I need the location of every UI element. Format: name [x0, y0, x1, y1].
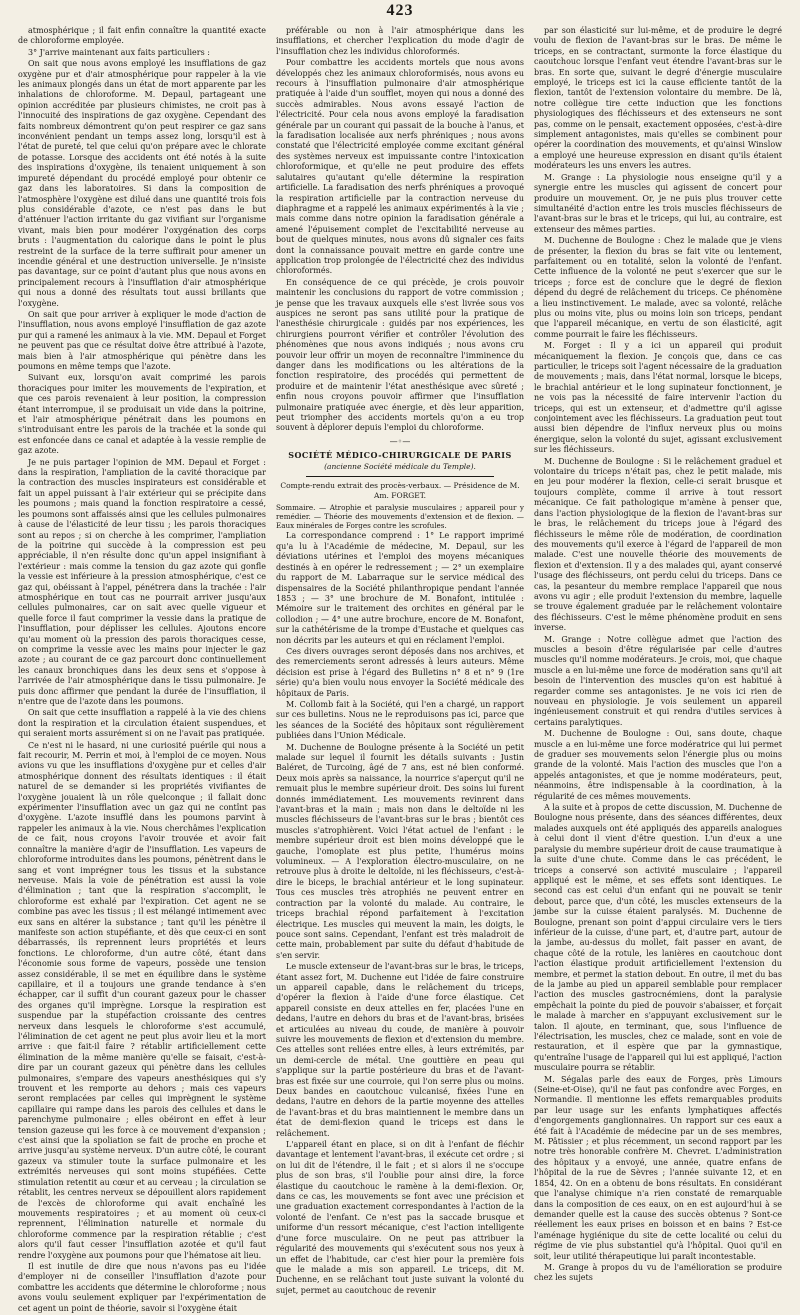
column-left — [18, 26, 266, 1315]
summary: Sommaire. — Atrophie et paralysie musculaires ; appareil pour y remédier. — Théorie des mouvements d'extension et de flexion. — Eaux minérales de Forges contre les scrofules. — [276, 502, 524, 531]
paragraph: Ces divers ouvrages seront déposés dans nos archives, et des remerciements seront adressés à leurs auteurs. Même décision est prise à l'égard des Bulletins n° 8 et n° 9 (1re série) qu'a bien voulu nous envoyer la Société médicale des hôpitaux de Paris. — [276, 646, 524, 698]
column-middle — [276, 26, 524, 1315]
paragraph: M. Duchenne de Boulogne : Oui, sans doute, chaque muscle a en lui-même une force modératrice qui lui permet de graduer ses mouvements selon l'énergie plus ou moins grande de la volonté. Mais l'action des muscles que l'on a appelés antagonistes, et que je nomme modérateurs, peut, néanmoins, être indispensable à la coordination, à la régularité de ces mêmes mouvements. — [534, 729, 782, 801]
paragraph: A la suite et à propos de cette discussion, M. Duchenne de Boulogne nous présente, dans des séances différentes, deux malades auxquels ont été appliqués des appareils analogues à celui dont il vient d'être question. L'un d'eux a une paralysie du membre supérieur droit de cause traumatique à la suite d'une chute. Comme dans le cas précédent, le triceps a conservé son activité musculaire ; l'appareil appliqué est le même, et ses effets sont identiques. Le second cas est celui d'un enfant qui ne pouvait se tenir debout, parce que, d'un côté, les muscles extenseurs de la jambe sur la cuisse étaient paralysés. M. Duchenne de Boulogne, prenant son point d'appui circulaire vers le tiers inférieur de la cuisse, d'une part, et, d'autre part, autour de la jambe, au-dessus du mollet, fait passer en avant, de chaque côté de la rotule, les lanières en caoutchouc dont l'action élastique produit artificiellement l'extension du membre, et permet la station debout. En outre, il met du bas de la jambe au pied un appareil semblable pour remplacer l'action des muscles gastrocnémiens, dont la paralysie empêchait la pointe du pied de pouvoir s'abaisser, et forçait le malade à marcher en s'appuyant exclusivement sur le talon. Il ajoute, en terminant, que, sous l'influence de l'électrisation, les muscles, chez ce malade, sont en voie de restauration, et il espère que par la gymnastique, qu'entraîne l'usage de l'appareil qui lui est appliqué, l'action musculaire pourra se rétablir. — [534, 803, 782, 1073]
paragraph: M. Duchenne de Boulogne : Si le relâchement graduel et volontaire du triceps n'était pas, chez le petit malade, mis en jeu pour modérer la flexion, celle-ci serait brusque et toujours complète, comme il arrive à tout ressort mécanique. Ce fait pathologique m'amène à penser que, dans l'action physiologique de la flexion de l'avant-bras sur le bras, le relâchement du triceps joue à l'égard des fléchisseurs le même rôle de modération, de coordination des mouvements qu'il exerce à l'égard de l'appareil de mon malade. C'est une nouvelle théorie des mouvements de flexion et d'extension. Il y a des malades qui, ayant conservé l'usage des fléchisseurs, ont perdu celui du triceps. Dans ce cas, la pesanteur du membre remplace l'appareil que nous avons vu agir ; elle produit l'extension du membre, laquelle se trouve également graduée par le relâchement volontaire des fléchisseurs. C'est le même phénomène produit en sens inverse. — [534, 456, 782, 633]
text-columns — [18, 26, 782, 1313]
page-number: 423 — [386, 2, 414, 19]
paragraph: M. Ségalas parle des eaux de Forges, près Limours (Seine-et-Oise), qu'il ne faut pas confondre avec Forges, en Normandie. Il mentionne les effets remarquables produits par leur usage sur les enfants lymphatiques affectés d'engorgements ganglionnaires. Un rapport sur ces eaux a été fait à l'Académie de médecine par un de ses membres, M. Pâtissier ; et plus récemment, un second rapport par les notre très honorable confrère M. Chevret. L'administration des hôpitaux y a envoyé, une année, quatre enfans de l'hôpital de la rue de Sèvres ; l'année suivante 12, et en 1854, 42. On en a obtenu de bons résultats. En considérant que l'analyse chimique n'a rien constaté de remarquable dans la composition de ces eaux, on en est aujourd'hui à se demander quelle est la cause des succès obtenus ? Sont-ce réellement les eaux prises en boisson et en bains ? Est-ce l'aménage hygiénique du site de cette localité ou celui du régime de vie plus substantiel qu'à l'hôpital. Quoi qu'il en soit, leur utilité thérapeutique lui paraît incontestable. — [534, 1074, 782, 1261]
divider — [306, 476, 494, 477]
paragraph: L'appareil étant en place, si on dit à l'enfant de fléchir davantage et lentement l'avant-bras, il exécute cet ordre ; si on lui dit de l'étendre, il le fait ; et si alors il ne s'occupe plus de son bras, s'il l'oublie pour ainsi dire, la force élastique du caoutchouc le ramène à la demi-flexion. Or, dans ce cas, les mouvements se font avec une précision et une graduation exactement correspondantes à l'action de la volonté de l'enfant. Ce n'est pas la saccade brusque et uniforme d'un ressort mécanique, c'est l'action intelligente d'une force musculaire. On ne peut pas attribuer la régularité des mouvements qui s'exécutent sous nos yeux à un effet de l'habitude, car c'est hier pour la première fois que le malade a mis son appareil. Le triceps, dit M. Duchenne, en se relâchant tout juste suivant la volonté du sujet, permet au caoutchouc de revenir — [276, 1140, 524, 1295]
paragraph: M. Forget : Il y a ici un appareil qui produit mécaniquement la flexion. Je conçois que, dans ce cas particulier, le triceps soit l'agent nécessaire de la graduation de mouvements ; mais, dans l'état normal, lorsque le biceps, le brachial antérieur et le long supinateur fonctionnent, je ne vois pas la nécessité de faire intervenir l'action du triceps, qui est un extenseur, et d'admettre qu'il agisse conjointement avec les fléchisseurs. La graduation peut tout aussi bien dépendre de l'influx nerveux plus ou moins énergique, selon la volonté du sujet, agissant exclusivement sur les fléchisseurs. — [534, 341, 782, 455]
paragraph: On sait que pour arriver à expliquer le mode d'action de l'insufflation, nous avons employé l'insufflation de gaz azote pur qui a ramené les animaux à la vie. MM. Depaul et Forget ne peuvent pas que ce résultat doive être attribué à l'azote, mais bien à l'air atmosphérique qui pénètre dans les poumons en même temps que l'azote. — [18, 309, 266, 371]
paragraph: M. Grange : Notre collègue admet que l'action des muscles a besoin d'être régularisée par celle d'autres muscles qu'il nomme modérateurs. Je crois, moi, que chaque muscle a en lui-même une force de modération sans qu'il ait besoin de l'intervention des muscles qu'on est habitué à regarder comme ses antagonistes. Je ne vois ici rien de nouveau en physiologie. Je vois seulement un appareil ingénieusement construit et qui rendra d'utiles services à certains paralytiques. — [534, 634, 782, 727]
paragraph: M. Duchenne de Boulogne : Chez le malade que je viens de présenter, la flexion du bras se fait vite ou lentement, parfaitement ou en totalité, selon la volonté de l'enfant. Cette influence de la volonté ne peut s'exercer que sur le triceps ; force est de conclure que le degré de flexion dépend du degré de relâchement du triceps. Ce phénomène a lieu instinctivement. Le malade, avec sa volonté, relâche plus ou moins vite, plus ou moins loin son triceps, pendant que l'appareil mécanique, en vertu de son élasticité, agit comme pourrait le faire les fléchisseurs. — [534, 236, 782, 339]
column-right — [534, 26, 782, 1315]
paragraph: M. Grange : La physiologie nous enseigne qu'il y a synergie entre les muscles qui agissent de concert pour produire un mouvement. Or, je ne puis plus trouver cette simultanéité d'action entre les trois muscles fléchisseurs de l'avant-bras sur le bras et le triceps, qui lui, au contraire, est extenseur des mêmes parties. — [534, 172, 782, 234]
paragraph: Ce n'est ni le hasard, ni une curiosité puérile qui nous a fait recourir, M. Perrin et moi, à l'emploi de ce moyen. Nous avions vu que les insufflations d'oxygène pur et celles d'air atmosphérique donnent des résultats identiques : il était naturel de se demander si les propriétés vivifiantes de l'oxygène jouaient là un rôle quelconque ; il fallait donc expérimenter l'insufflation avec un gaz qui ne contînt pas d'oxygène. L'azote insufflé dans les poumons parvint à rappeler les animaux à la vie. Nous cherchâmes l'explication de ce fait, nous croyons l'avoir trouvée et avoir fait connaître la manière d'agir de l'insufflation. Les vapeurs de chloroforme introduites dans les poumons, pénètrent dans le sang et vont imprégner tous les tissus et la substance nerveuse. Mais la voie de pénétration est aussi la voie d'élimination ; tant que la respiration s'accomplit, le chloroforme est exhalé par l'expiration. Cet agent ne se combine pas avec les tissus ; il est mélangé intimement avec eux sans en altérer la substance ; tant qu'il les pénètre il manifeste son action stupéfiante, et dès que ceux-ci en sont débarrassés, ils reprennent leurs propriétés et leurs fonctions. Le chloroforme, d'un autre côté, étant dans l'économie sous forme de vapeurs, possède une tension assez considérable, il se met en équilibre dans le système capillaire, et il a toujours une grande tendance à s'en échapper, car il suffit d'un courant gazeux pour le chasser des organes qu'il imprègne. Lorsque la respiration est suspendue par la stupéfaction croissante des centres nerveux dans lesquels le chloroforme s'est accumulé, l'élimination de cet agent ne peut plus avoir lieu et la mort arrive : que fait-il faire ? rétablir artificiellement cette élimination de la même manière qu'elle se faisait, c'est-à-dire par un courant gazeux qui pénètre dans les cellules pulmonaires, s'empare des vapeurs anesthésiques qui s'y trouvent et les remporte au dehors ; mais ces vapeurs seront remplacées par celles qui imprègnent le système capillaire qui rampe dans les parois des cellules et dans le parenchyme pulmonaire ; elles obéiront en effet à leur tension gazeuse qui les force à ce mouvement d'expansion ; c'est ainsi que la spoliation se fait de proche en proche et arrive jusqu'au système nerveux. D'un autre côté, le courant gazeux va stimuler toute la surface pulmonaire et les extrémités nerveuses qui sont moins stupéfiées. Cette stimulation retentit au cœur et au cerveau ; la circulation se rétablit, les centres nerveux se dépouillent alors rapidement de l'excès de chloroforme qui avait enchaîné les mouvements respiratoires ; et au moment où ceux-ci reprennent, l'élimination naturelle et normale du chloroforme commence par la respiration rétablie ; c'est alors qu'il faut cesser l'insufflation azotée et qu'il faut rendre l'oxygène aux poumons pour que l'hématose ait lieu. — [18, 740, 266, 1260]
paragraph: 3° J'arrive maintenant aux faits particuliers : — [28, 47, 210, 57]
paragraph: Suivant eux, lorsqu'on avait comprimé les parois thoraciques pour imiter les mouvements de l'expiration, et que ces parois revenaient à leur position, la compression étant interrompue, il se produisait un vide dans la poitrine, et l'air atmosphérique pénétrait dans les poumons en s'introduisant entre les parois de la trachée et la sonde qui est enfoncée dans ce canal et adaptée à la vessie remplie de gaz azote. — [18, 373, 266, 456]
paragraph: atmosphérique ; il fait enfin connaître la quantité exacte de chloroforme employée. — [18, 26, 266, 46]
section-separator: —◦— — [389, 436, 411, 446]
paragraph: Le muscle extenseur de l'avant-bras sur le bras, le triceps, étant assez fort, M. Duchenne eut l'idée de faire construire un appareil capable, dans le relâchement du triceps, d'opérer la flexion à l'aide d'une force élastique. Cet appareil consiste en deux attelles en fer, placées l'une en dedans, l'autre en dehors du bras et de l'avant-bras, brisées et articulées au niveau du coude, de manière à pouvoir suivre les mouvements de flexion et d'extension du membre. Ces attelles sont reliées entre elles, à leurs extrémités, par un demi-cercle de métal. Une gouttière en peau qui s'applique sur la partie postérieure du bras et de l'avant-bras est fixée sur une courroie, qui l'on serre plus ou moins. Deux bandes en caoutchouc vulcanisé, fixées l'une en dedans, l'autre en dehors de la partie moyenne des attelles de l'avant-bras et du bras maintiennent le membre dans un état de demi-flexion quand le triceps est dans le relâchement. — [276, 962, 524, 1138]
paragraph: La correspondance comprend : 1° Le rapport imprimé qu'a lu à l'Académie de médecine, M. Depaul, sur les déviations utérines et l'emploi des moyens mécaniques destinés à en opérer le redressement ; — 2° un exemplaire du rapport de M. Labarraque sur le service médical des dispensaires de la Société philanthropique pendant l'année 1853 ; — 3° une brochure de M. Bonafont, intitulée : Mémoire sur le traitement des orchites en général par le collodion ; — 4° une autre brochure, encore de M. Bonafont, sur la cathétérisme de la trompe d'Eustache et quelques cas non décrits par les auteurs et qui en réclament l'emploi. — [276, 531, 524, 645]
paragraph: M. Duchenne de Boulogne présente à la Société un petit malade sur lequel il fournit les détails suivants : Justin Baléret, de Turcoing, âgé de 7 ans, est né bien conformé. Deux mois après sa naissance, la nourrice s'aperçut qu'il ne remuait plus le membre supérieur droit. Des soins lui furent donnés immédiatement. Les mouvements revinrent dans l'avant-bras et la main ; mais non dans le deltoïde ni les muscles fléchisseurs de l'avant-bras sur le bras ; bientôt ces muscles s'atrophièrent. Voici l'état actuel de l'enfant : le membre supérieur droit est bien moins développé que le gauche, l'omoplate est plus petite, l'humérus moins volumineux. — A l'exploration électro-musculaire, on ne retrouve plus à droite le deltoïde, ni les fléchisseurs, c'est-à-dire le biceps, le brachial antérieur et le long supinateur. Tous ces muscles très atrophiés ne peuvent entrer en contraction par la volonté du malade. Au contraire, le triceps brachial répond parfaitement à l'excitation électrique. Les muscles qui meuvent la main, les doigts, le pouce sont sains. Cependant, l'enfant est très maladroit de cette main, probablement par suite du défaut d'habitude de s'en servir. — [276, 742, 524, 960]
paragraph: M. Grange à propos du vu de l'amélioration se produire chez les sujets — [534, 1262, 782, 1283]
section-subheading: (ancienne Société médicale du Temple). — [324, 461, 476, 471]
paragraph: Je ne puis partager l'opinion de MM. Depaul et Forget : dans la respiration, l'ampliation de la cavité thoracique par la contraction des muscles inspirateurs est considérable et fait un appel puissant à l'air extérieur qui se précipite dans les poumons ; mais quand la fonction respiratoire a cessé, les poumons sont affaissés ainsi que les cellules pulmonaires à cause de l'élasticité de leur tissu ; les parois thoraciques sont au repos ; si on cherche à les comprimer, l'ampliation de la poitrine qui succède à la compression est peu appréciable, il n'en résulte donc qu'un appel insignifiant à l'extérieur : mais comme la tension du gaz azote qui gonfle la vessie est inférieure à la pression atmosphérique, c'est ce gaz qui, obéissant à l'appel, pénétrera dans la trachée : l'air atmosphérique en tout cas ne pourrait arriver jusqu'aux cellules pulmonaires, car on sait avec quelle vigueur et quelle force il faut comprimer la vessie dans la pratique de l'insufflation, pour déplisser les cellules. Ajoutons encore qu'au moment où la pression des parois thoraciques cesse, on comprime la vessie avec les mains pour injecter le gaz azote ; au courant de ce gaz parcourt donc continuellement les canaux bronchiques dans les deux sens et s'oppose à l'arrivée de l'air atmosphérique dans le tissu pulmonaire. Je puis donc affirmer que pendant la durée de l'insufflation, il n'entre que de l'azote dans les poumons. — [18, 457, 266, 706]
paragraph: En conséquence de ce qui précède, je crois pouvoir maintenir les conclusions du rapport de votre commission ; je pense que les travaux auxquels elle s'est livrée sous vos auspices ne seront pas sans utilité pour la pratique de l'anesthésie chirurgicale : guidés par nos expériences, les chirurgiens pourront vérifier et contrôler l'évolution des phénomènes que nous avons indiqués ; nous avons cru pouvoir leur offrir un moyen de reconnaître l'imminence du danger dans les modifications ou les altérations de la fonction respiratoire, des procédés qui permettent de produire et de maintenir l'état anesthésique avec sûreté ; enfin nous croyons pouvoir affirmer que l'insufflation pulmonaire pratiquée avec énergie, et dès leur apparition, peut triompher des accidents mortels qu'on a eu trop souvent à déplorer depuis l'emploi du chloroforme. — [276, 277, 524, 433]
paragraph: On sait que cette insufflation a rappelé à la vie des chiens dont la respiration et la circulation étaient suspendues, et qui seraient morts assurément si on ne l'avait pas pratiquée. — [18, 708, 266, 739]
paragraph: On sait que nous avons employé les insufflations de gaz oxygène pur et d'air atmosphérique pour rappeler à la vie les animaux plongés dans un état de mort apparente par les inhalations de chloroforme. M. Depaul, partageant une opinion accréditée par plusieurs chimistes, ne croit pas à l'innocuité des inspirations de gaz oxygène. Cependant des faits nombreux démontrent qu'on peut respirer ce gaz sans inconvénient pendant un temps assez long, lorsqu'il est à l'état de pureté, tel que celui qu'on prépare avec le chlorate de potasse. Lorsque des accidents ont été notés à la suite des inspirations d'oxygène, ils tenaient uniquement à son impureté dépendant du procédé employé pour obtenir ce gaz dans les laboratoires. Si dans la composition de l'atmosphère l'oxygène est dilué dans une quantité trois fois plus considérable d'azote, ce n'est pas dans le but d'atténuer l'action irritante du gaz vivifiant sur l'organisme vivant, mais bien pour modérer l'oxygénation des corps bruts : l'augmentation du calorique dans le point le plus restreint de la surface de la terre suffirait pour amener un incendie général et une destruction universelle. Je n'insiste pas davantage, sur ce point d'autant plus que nous avons en principalement recours à l'insufflation d'air atmosphérique qui nous a donné des résultats tout aussi brillants que l'oxygène. — [18, 59, 266, 308]
paragraph: par son élasticité sur lui-même, et de produire le degré voulu de flexion de l'avant-bras sur le bras. De même le triceps, en se contractant, surmonte la force élastique du caoutchouc lorsque l'enfant veut étendre l'avant-bras sur le bras. En sorte que, suivant le degré d'énergie musculaire employé, le triceps est ici la cause efficiente tantôt de la flexion, tantôt de l'extension volontaire du membre. De là, notre collègue tire cette induction que les fonctions physiologiques des fléchisseurs et des extenseurs ne sont pas, comme on le pensait, exactement opposées, c'est-à-dire simplement antagonistes, mais qu'elles se combinent pour opérer la coordination des mouvements, et qu'ainsi Winslow a employé une heureuse expression en disant qu'ils étaient modérateurs les uns envers les autres. — [534, 26, 782, 171]
paragraph: Pour combattre les accidents mortels que nous avons développés chez les animaux chloroformisés, nous avons eu recours à l'insufflation pulmonaire d'air atmosphérique pratiquée à l'aide d'un soufflet, moyen qui nous a donné des succès admirables. Nous avons essayé l'action de l'électricité. Pour cela nous avons employé la faradisation générale par un courant qui passait de la bouche à l'anus, et la faradisation localisée aux nerfs phréniques ; nous avons constaté que l'électricité employée comme excitant général des systèmes nerveux est impuissante contre l'intoxication chloroformique, et qu'elle ne peut produire des effets salutaires qu'autant qu'elle détermine la respiration artificielle. La faradisation des nerfs phréniques a provoqué la respiration artificielle par la contraction nerveuse du diaphragme et a rappelé les animaux expérimentés à la vie ; mais comme dans notre opinion la faradisation générale a amené l'épuisement complet de l'excitabilité nerveuse au bout de quelques minutes, nous avons dû signaler ces faits dont la connaissance pouvait mettre en garde contre une application trop prolongée de l'électricité chez des individus chloroformés. — [276, 58, 524, 276]
minutes-line: Compte-rendu extrait des procès-verbaux. — Présidence de M. Am. FORGET. — [280, 481, 520, 501]
paragraph: M. Collomb fait à la Société, qui l'en a chargé, un rapport sur ces bulletins. Nous ne le reproduisons pas ici, parce que les séances de la Société des hôpitaux sont régulièrement publiées dans l'Union Médicale. — [276, 699, 524, 741]
paragraph: Il est inutile de dire que nous n'avons pas eu l'idée d'employer ni de conseiller l'insufflation d'azote pour combattre les accidents que détermine le chloroforme ; nous avons voulu seulement expliquer par l'expérimentation de cet agent un point de théorie, savoir si l'oxygène était — [18, 1261, 266, 1313]
paragraph: préférable ou non à l'air atmosphérique dans les insufflations, et chercher l'explication du mode d'agir de l'insufflation chez les individus chloroformés. — [276, 26, 524, 56]
section-heading: SOCIÉTÉ MÉDICO-CHIRURGICALE DE PARIS — [288, 450, 512, 461]
